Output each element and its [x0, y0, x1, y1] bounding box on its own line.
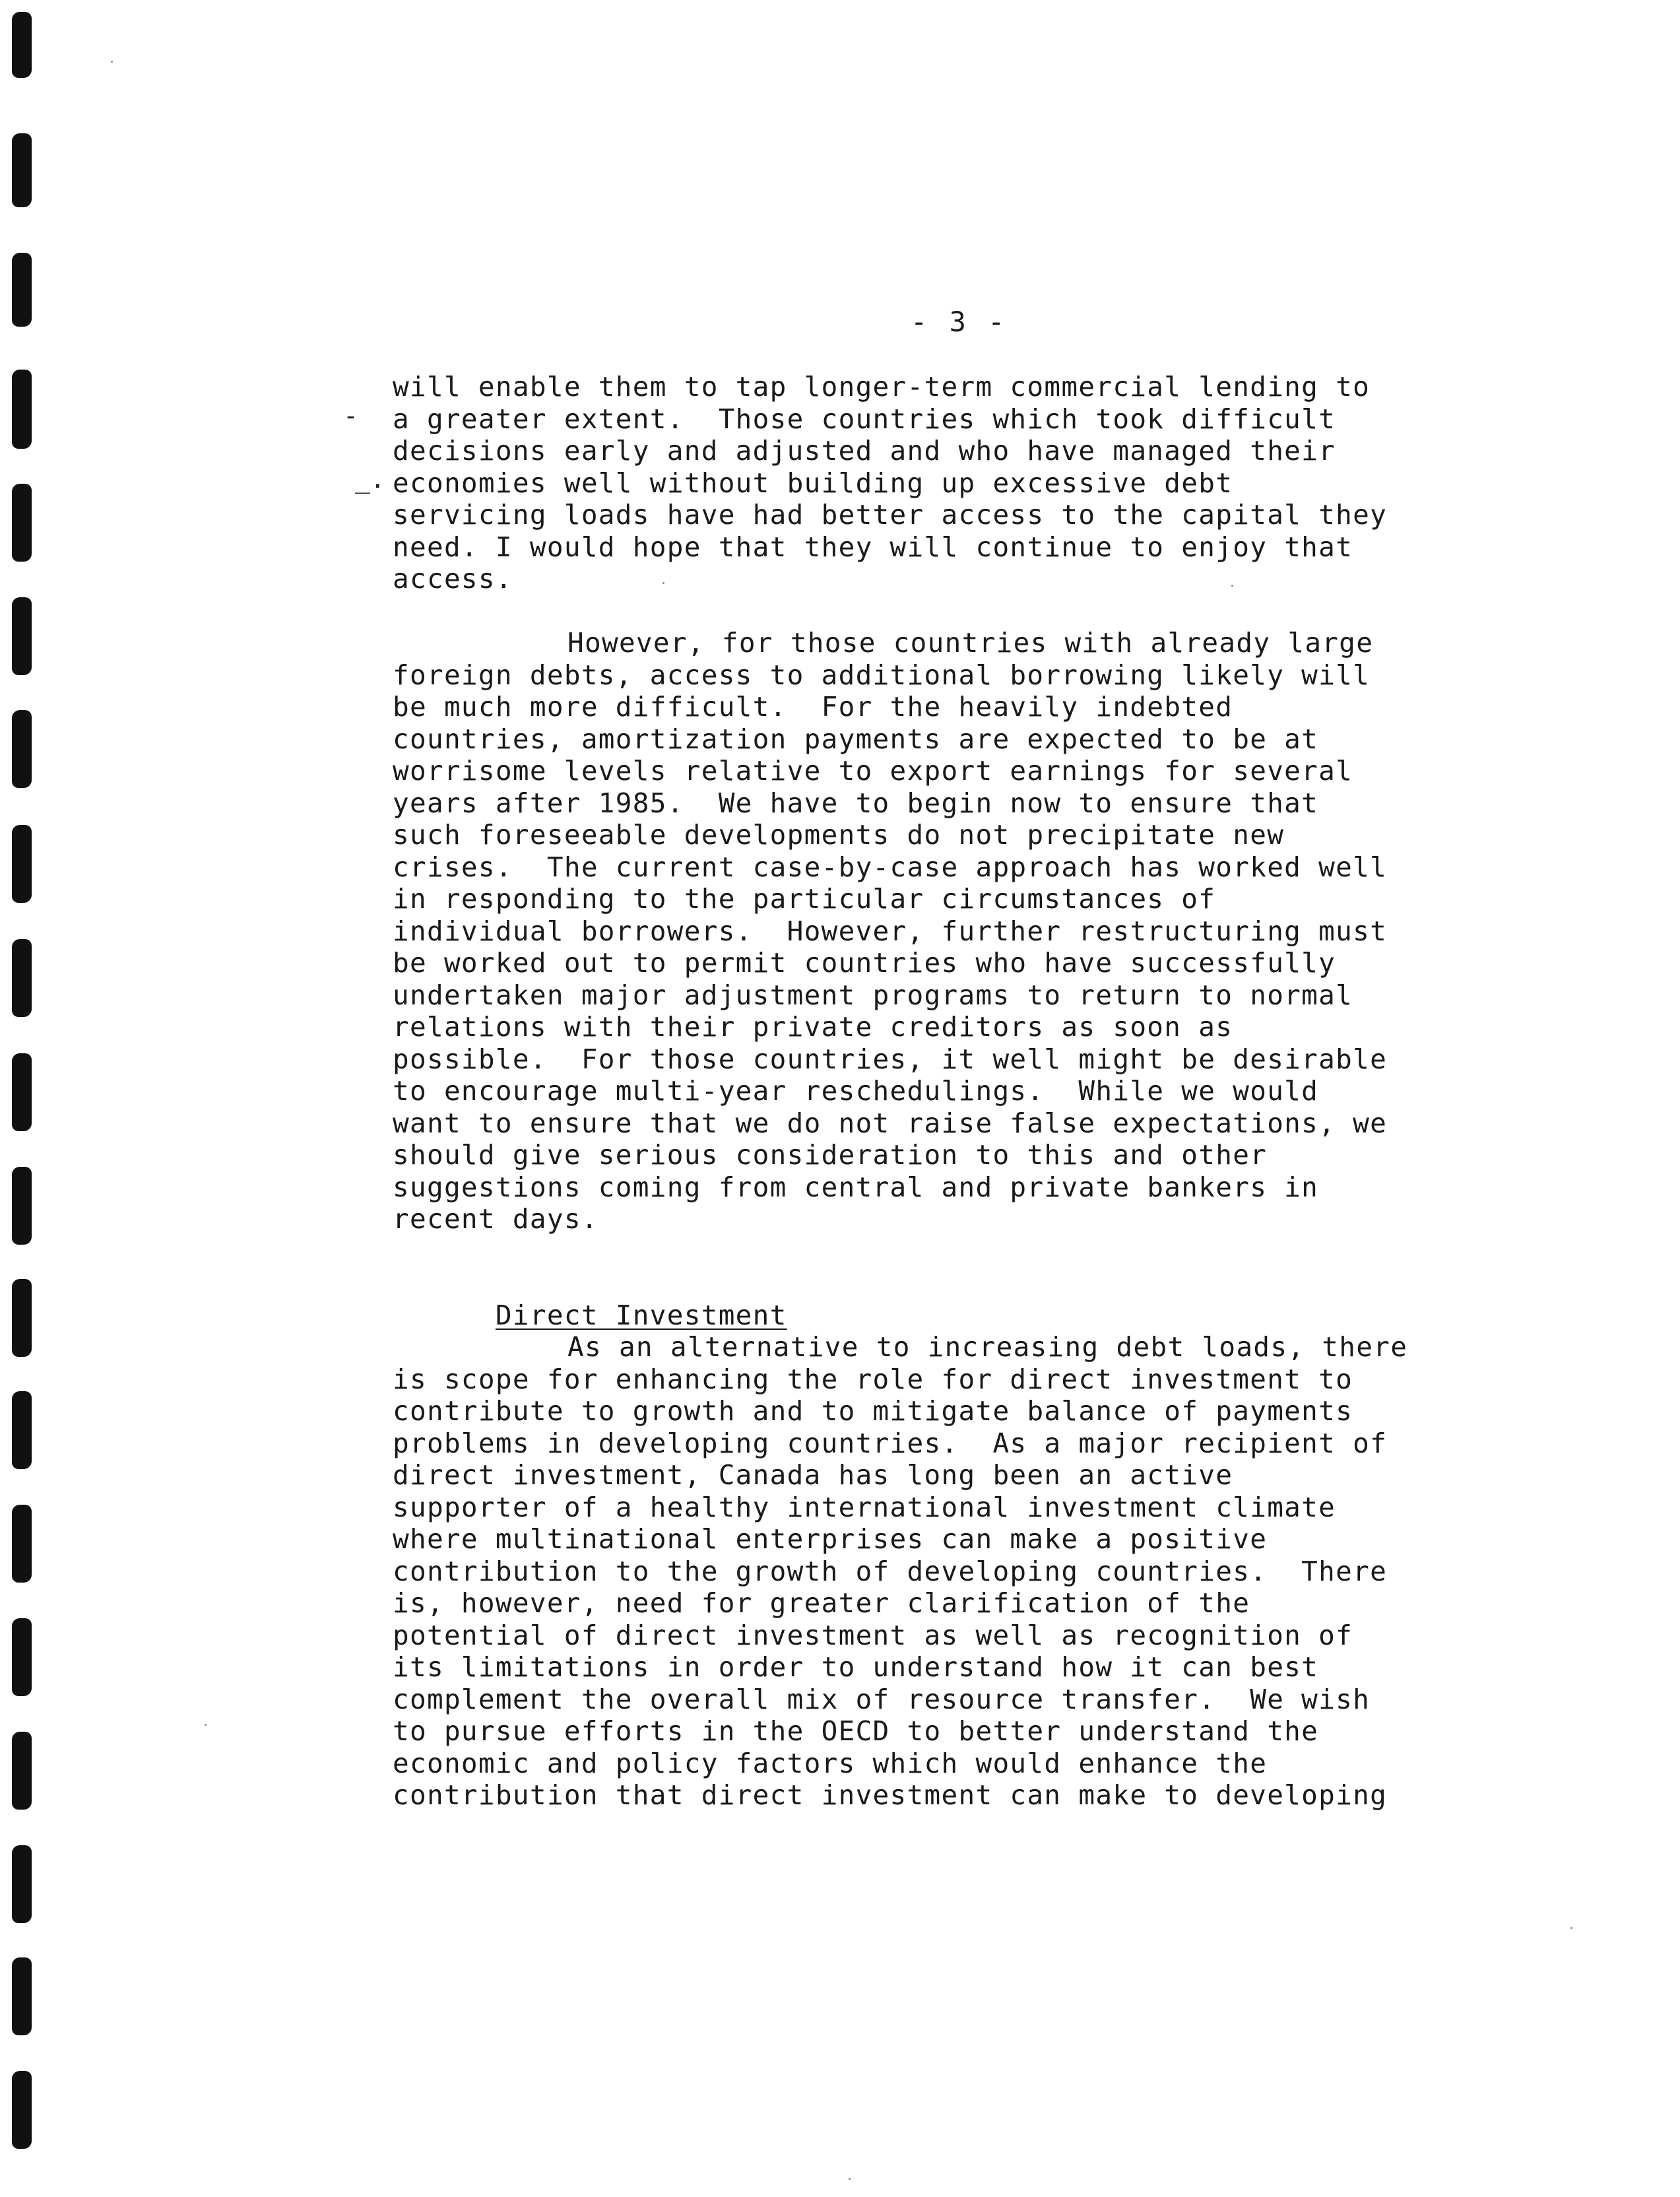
punch-hole-mark — [12, 1391, 32, 1469]
text-line: be much more difficult. For the heavily indebted — [393, 691, 1233, 723]
scan-speck — [1570, 1927, 1572, 1929]
text-line: to encourage multi-year reschedulings. While we would — [393, 1075, 1319, 1107]
text-line: complement the overall mix of resource transfer. We wish — [393, 1683, 1371, 1715]
text-line: is scope for enhancing the role for direct investment to — [393, 1363, 1353, 1395]
page-number: - 3 - — [911, 306, 1008, 338]
scan-speck — [111, 61, 113, 63]
paragraph-continued — [393, 371, 1528, 595]
text-line: in responding to the particular circumstances of — [393, 883, 1216, 915]
text-line: potential of direct investment as well as recognition of — [393, 1619, 1353, 1651]
punch-hole-mark — [12, 1505, 32, 1583]
text-line: decisions early and adjusted and who have managed their — [393, 435, 1336, 467]
margin-dash-mark: - — [343, 401, 358, 430]
paragraph-direct-investment — [393, 1331, 1528, 1812]
text-line: crises. The current case-by-case approach has worked well — [393, 851, 1388, 883]
section-heading: Direct Investment — [495, 1299, 787, 1331]
punch-hole-mark — [12, 1167, 32, 1245]
paragraph-debt-restructuring — [393, 627, 1528, 1235]
punch-hole-mark — [12, 1053, 32, 1131]
text-line: servicing loads have had better access to the capital they — [393, 499, 1388, 531]
punch-hole-mark — [12, 1618, 32, 1696]
text-line: However, for those countries with already large — [567, 627, 1374, 659]
punch-hole-mark — [12, 2071, 32, 2149]
text-line: years after 1985. We have to begin now to ensure that — [393, 787, 1319, 819]
text-line: access. — [393, 563, 513, 595]
binder-punch-holes — [0, 0, 53, 2197]
text-line: undertaken major adjustment programs to return to normal — [393, 979, 1353, 1011]
text-line: will enable them to tap longer-term commercial lending to — [393, 371, 1371, 403]
text-line: possible. For those countries, it well might be desirable — [393, 1043, 1388, 1075]
punch-hole-mark — [12, 12, 32, 78]
text-line: economic and policy factors which would enhance the — [393, 1747, 1268, 1779]
text-line: economies well without building up excessive debt — [393, 467, 1233, 499]
text-line: problems in developing countries. As a major recipient of — [393, 1427, 1388, 1459]
text-line: suggestions coming from central and private bankers in — [393, 1171, 1319, 1203]
text-line: individual borrowers. However, further restructuring must — [393, 915, 1388, 947]
punch-hole-mark — [12, 1957, 32, 2035]
document-body — [393, 371, 1528, 1812]
text-line: is, however, need for greater clarification of the — [393, 1587, 1250, 1619]
paragraph-gap — [393, 1235, 1528, 1268]
punch-hole-mark — [12, 1732, 32, 1810]
text-line: need. I would hope that they will continue to enjoy that — [393, 531, 1353, 563]
text-line: As an alternative to increasing debt loads, there — [567, 1331, 1408, 1363]
text-line: contribution that direct investment can make to developing — [393, 1779, 1388, 1811]
section-heading-row — [393, 1267, 1528, 1331]
punch-hole-mark — [12, 1279, 32, 1357]
text-line: recent days. — [393, 1203, 598, 1235]
punch-hole-mark — [12, 939, 32, 1017]
text-line: its limitations in order to understand how it can best — [393, 1651, 1319, 1683]
punch-hole-mark — [12, 484, 32, 562]
paragraph-gap — [393, 595, 1528, 628]
punch-hole-mark — [12, 1845, 32, 1923]
punch-hole-mark — [12, 370, 32, 449]
punch-hole-mark — [12, 710, 32, 788]
text-line: a greater extent. Those countries which took difficult — [393, 403, 1336, 435]
text-line: relations with their private creditors as soon as — [393, 1011, 1233, 1043]
text-line: should give serious consideration to this and other — [393, 1139, 1268, 1171]
punch-hole-mark — [12, 253, 32, 327]
margin-dash-mark: _. — [355, 465, 385, 494]
punch-hole-mark — [12, 597, 32, 675]
text-line: direct investment, Canada has long been an active — [393, 1459, 1233, 1491]
punch-hole-mark — [12, 825, 32, 903]
text-line: countries, amortization payments are expected to be at — [393, 723, 1319, 755]
text-line: such foreseeable developments do not precipitate new — [393, 819, 1285, 851]
text-line: be worked out to permit countries who have successfully — [393, 947, 1336, 979]
text-line: foreign debts, access to additional borrowing likely will — [393, 659, 1371, 691]
scan-speck — [849, 2178, 851, 2180]
text-line: supporter of a healthy international investment climate — [393, 1491, 1336, 1523]
text-line: contribution to the growth of developing countries. There — [393, 1555, 1388, 1587]
text-line: contribute to growth and to mitigate balance of payments — [393, 1395, 1353, 1427]
text-line: where multinational enterprises can make a positive — [393, 1523, 1268, 1555]
punch-hole-mark — [12, 133, 32, 207]
scan-speck — [205, 1724, 207, 1726]
text-line: worrisome levels relative to export earnings for several — [393, 755, 1353, 787]
text-line: want to ensure that we do not raise false expectations, we — [393, 1107, 1388, 1139]
text-line: to pursue efforts in the OECD to better understand the — [393, 1715, 1319, 1747]
